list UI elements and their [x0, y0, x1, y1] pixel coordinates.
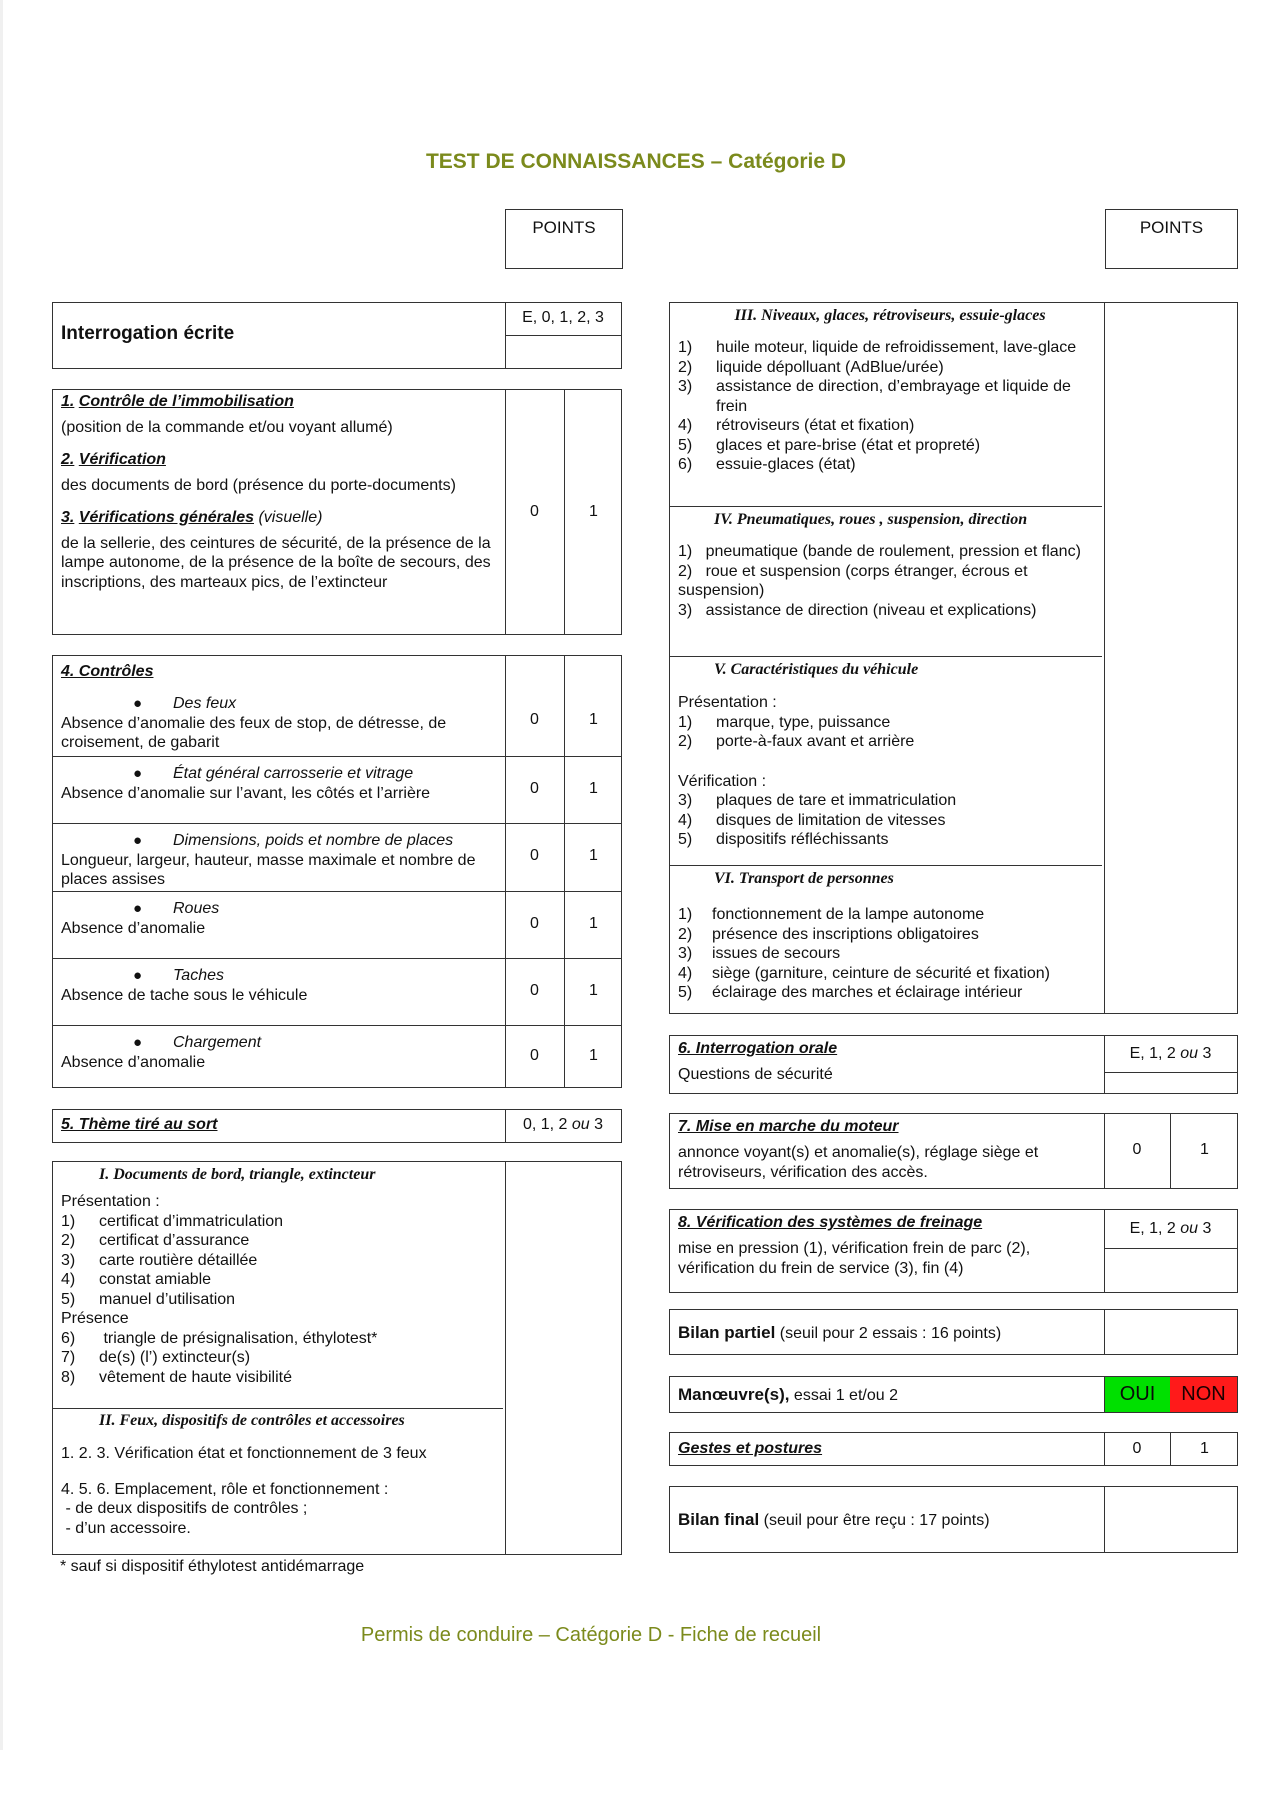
footnote: * sauf si dispositif éthylotest antidémarrage	[60, 1558, 365, 1575]
control-item-name: Dimensions, poids et nombre de places	[173, 832, 454, 849]
row-divider	[53, 1025, 621, 1026]
list-item	[678, 338, 1102, 358]
themes-right-score-cell[interactable]	[1104, 303, 1237, 1013]
list-item-text: glaces et pare-brise (état et propreté)	[716, 436, 981, 454]
points-header-left-label: POINTS	[532, 218, 596, 237]
manoeuvre-oui-button[interactable]: OUI	[1104, 1377, 1170, 1412]
section-4-title: 4. Contrôles	[61, 663, 154, 680]
theme-I-title: I. Documents de bord, triangle, extincteur	[99, 1166, 376, 1183]
section-3-title: Vérifications générales	[78, 509, 254, 526]
manoeuvre-note: essai 1 et/ou 2	[789, 1387, 898, 1404]
control-item-name: Taches	[173, 967, 224, 984]
list-item	[61, 1368, 501, 1388]
theme-VI	[678, 870, 1102, 1003]
section-7-row	[669, 1113, 1238, 1189]
theme-II-title: II. Feux, dispositifs de contrôles et accessoires	[99, 1412, 405, 1429]
manoeuvre-non-button[interactable]: NON	[1170, 1377, 1237, 1412]
list-item	[678, 358, 1102, 378]
theme-III	[678, 307, 1102, 475]
manoeuvre-row	[669, 1376, 1238, 1413]
list-item-text: triangle de présignalisation, éthylotest*	[99, 1329, 378, 1347]
row-divider	[53, 823, 621, 824]
page-title: TEST DE CONNAISSANCES – Catégorie D	[425, 150, 847, 173]
list-item-number: 2)	[678, 733, 693, 750]
control-item-score-0[interactable]: 0	[530, 981, 539, 999]
section-8-row	[669, 1209, 1238, 1293]
bullet-icon: ●	[133, 900, 143, 917]
list-item-text: éclairage des marches et éclairage intérieur	[712, 984, 1023, 1001]
list-item-number: 6)	[61, 1329, 76, 1347]
themes-right-box	[669, 302, 1238, 1014]
section-1-num: 1.	[61, 393, 75, 410]
list-item-number: 7)	[61, 1349, 76, 1366]
list-item-number: 4)	[678, 417, 693, 434]
bullet-icon: ●	[133, 967, 143, 984]
section-3-desc: de la sellerie, des ceintures de sécurité, de la présence de la lampe autonome, de la présence de la boîte de secours, des inscriptions, des marteaux pics, de l’extincteur	[61, 534, 491, 591]
section-7-desc: annonce voyant(s) et anomalie(s), réglage siège et rétroviseurs, vérification des accès.	[678, 1144, 1039, 1181]
list-item-text: certificat d’immatriculation	[99, 1212, 284, 1230]
section-4	[52, 655, 622, 1088]
list-item	[61, 1212, 501, 1232]
theme-II-line1: 1. 2. 3. Vérification état et fonctionnement de 3 feux	[61, 1445, 427, 1462]
section-6-scale-ou: ou	[1180, 1045, 1199, 1062]
control-item-score-0[interactable]: 0	[530, 779, 539, 797]
list-item-number: 5)	[678, 831, 693, 848]
themes-left-box	[52, 1161, 622, 1555]
theme-V-presentation-list	[678, 713, 1102, 752]
list-item-text: dispositifs réfléchissants	[716, 831, 889, 848]
control-item-score-0[interactable]: 0	[530, 914, 539, 932]
theme-III-title: III. Niveaux, glaces, rétroviseurs, essuie-glaces	[734, 307, 1046, 324]
control-item-name: Des feux	[173, 695, 237, 712]
list-item	[678, 830, 1102, 850]
gestes-score-0[interactable]: 0	[1132, 1440, 1142, 1457]
page-footer: Permis de conduire – Catégorie D - Fiche de recueil	[360, 1624, 822, 1646]
bullet-icon: ●	[133, 695, 143, 712]
control-item-score-0[interactable]: 0	[530, 711, 539, 728]
sections-1-3	[52, 389, 622, 635]
control-item-desc: Absence d’anomalie des feux de stop, de détresse, de croisement, de gabarit	[61, 714, 447, 751]
list-item-number: 1)	[678, 906, 693, 923]
control-item-desc: Absence de tache sous le véhicule	[61, 986, 308, 1004]
list-item-text: assistance de direction, d’embrayage et liquide de frein	[716, 378, 1076, 415]
theme-I-presence-list	[61, 1329, 501, 1388]
section-5-scale-ou: ou	[571, 1116, 590, 1133]
list-item	[678, 732, 1102, 752]
points-header-right	[1105, 209, 1238, 269]
section-6-row	[669, 1035, 1238, 1094]
manoeuvre-label: Manœuvre(s),	[678, 1385, 790, 1404]
list-item-text: vêtement de haute visibilité	[99, 1368, 292, 1386]
list-item	[678, 925, 1102, 945]
list-item-text: porte-à-faux avant et arrière	[716, 733, 915, 750]
section-8-scale-prefix: E, 1, 2	[1129, 1220, 1181, 1237]
gestes-title: Gestes et postures	[678, 1440, 823, 1457]
list-item-number: 1)	[678, 713, 693, 731]
control-item-name: Roues	[173, 900, 220, 917]
list-item-number: 2)	[678, 358, 693, 376]
list-item-text: issues de secours	[712, 945, 841, 962]
list-item-number: 3)	[678, 378, 693, 395]
list-item-text: carte routière détaillée	[99, 1251, 258, 1269]
bullet-icon: ●	[133, 1034, 143, 1051]
points-header-right-label: POINTS	[1139, 218, 1204, 237]
theme-IV	[678, 511, 1102, 620]
list-item	[678, 944, 1102, 964]
theme-V-title: V. Caractéristiques du véhicule	[714, 661, 919, 678]
bilan-partiel-row	[669, 1309, 1238, 1355]
row-divider	[53, 891, 621, 892]
control-item-heading	[61, 1033, 497, 1053]
control-item-score-1[interactable]: 1	[589, 981, 598, 999]
row-divider	[53, 756, 621, 757]
control-item-heading	[61, 966, 497, 986]
list-item	[678, 983, 1102, 1003]
section-3-num: 3.	[61, 509, 75, 526]
theme-II-line4: - d’un accessoire.	[61, 1519, 191, 1537]
list-item-number: 2)	[61, 1232, 76, 1249]
list-item-text: présence des inscriptions obligatoires	[712, 925, 979, 943]
list-item-number: 5)	[61, 1290, 76, 1308]
list-item	[61, 1251, 501, 1271]
bullet-icon: ●	[133, 765, 143, 782]
list-item	[678, 436, 1102, 456]
section-1-heading	[61, 392, 497, 412]
theme-II-line3: - de deux dispositifs de contrôles ;	[61, 1500, 308, 1517]
list-item	[678, 791, 1102, 811]
section-6-scale	[1104, 1036, 1237, 1073]
section-5-scale-prefix: 0, 1, 2	[522, 1116, 572, 1133]
control-item	[61, 899, 497, 938]
list-item-number: 4)	[678, 811, 693, 829]
section-1-title: Contrôle de l’immobilisation	[78, 393, 294, 410]
list-item-text: disques de limitation de vitesses	[716, 811, 946, 829]
control-item-name: État général carrosserie et vitrage	[173, 765, 414, 782]
list-item: 1) pneumatique (bande de roulement, pression et flanc)	[678, 543, 1081, 560]
list-item	[61, 1329, 501, 1349]
sections-1-3-score-0[interactable]: 0	[530, 503, 539, 520]
list-item-text: rétroviseurs (état et fixation)	[716, 417, 915, 434]
theme-VI-list	[678, 905, 1102, 1003]
control-item	[61, 831, 497, 890]
list-item-number: 1)	[61, 1212, 76, 1230]
control-item-heading	[61, 694, 497, 714]
list-item-text: essuie-glaces (état)	[716, 456, 856, 473]
bilan-final-row	[669, 1486, 1238, 1553]
control-item-desc: Absence d’anomalie	[61, 1053, 206, 1071]
list-item-number: 8)	[61, 1368, 76, 1386]
control-item-desc: Longueur, largeur, hauteur, masse maximale et nombre de places assises	[61, 851, 476, 888]
list-item-number: 2)	[678, 925, 693, 943]
sections-1-3-score-1[interactable]: 1	[589, 503, 598, 520]
control-item-heading	[61, 899, 497, 919]
bilan-partiel-note: (seuil pour 2 essais : 16 points)	[775, 1325, 1002, 1342]
list-item-text: liquide dépolluant (AdBlue/urée)	[716, 358, 944, 376]
control-item	[61, 1033, 497, 1072]
bilan-partiel-label: Bilan partiel	[678, 1323, 776, 1342]
section-6-score-cell[interactable]	[1104, 1074, 1237, 1093]
list-item-text: manuel d’utilisation	[99, 1290, 236, 1308]
control-item-name: Chargement	[173, 1034, 262, 1051]
list-item	[678, 811, 1102, 831]
list-item-text: plaques de tare et immatriculation	[716, 792, 957, 809]
points-header-left	[505, 209, 623, 269]
section-2-desc: des documents de bord (présence du porte-documents)	[61, 476, 456, 494]
list-item	[678, 713, 1102, 733]
list-item-text: huile moteur, liquide de refroidissement, lave-glace	[716, 339, 1077, 356]
gestes-row	[669, 1432, 1238, 1466]
theme-V	[678, 661, 1102, 850]
control-item-score-0[interactable]: 0	[530, 1047, 539, 1064]
list-item-number: 4)	[678, 964, 693, 982]
interrogation-ecrite-label: Interrogation écrite	[61, 323, 235, 344]
list-item-number: 5)	[678, 984, 693, 1001]
theme-I	[61, 1166, 501, 1387]
list-item-text: siège (garniture, ceinture de sécurité et fixation)	[712, 964, 1050, 982]
control-item	[61, 764, 497, 803]
theme-I-presentation-label: Présentation :	[61, 1193, 160, 1210]
section-8-desc: mise en pression (1), vérification frein de parc (2), vérification du frein de service (3), fin (4)	[678, 1240, 1031, 1277]
theme-II-line2: 4. 5. 6. Emplacement, rôle et fonctionnement :	[61, 1480, 389, 1498]
theme-VI-title: VI. Transport de personnes	[714, 870, 894, 887]
list-item: 2) roue et suspension (corps étranger, écrous et suspension)	[678, 562, 1032, 599]
control-item	[61, 694, 497, 753]
section-7-score-1[interactable]: 1	[1200, 1141, 1209, 1158]
list-item-number: 3)	[61, 1251, 76, 1269]
list-item	[61, 1270, 501, 1290]
section-5-row	[52, 1109, 622, 1143]
section-8-scale	[1104, 1210, 1237, 1249]
section-6-desc: Questions de sécurité	[678, 1066, 833, 1083]
list-item-number: 3)	[678, 945, 693, 962]
bilan-final-label: Bilan final	[678, 1510, 760, 1529]
gestes-score-1[interactable]: 1	[1200, 1440, 1209, 1457]
section-7-title: 7. Mise en marche du moteur	[678, 1118, 899, 1135]
list-item-text: fonctionnement de la lampe autonome	[712, 906, 985, 923]
control-item	[61, 966, 497, 1005]
list-item-number: 6)	[678, 456, 693, 473]
list-item-text: marque, type, puissance	[716, 713, 891, 731]
section-8-score-cell[interactable]	[1104, 1250, 1237, 1292]
theme-III-list	[678, 338, 1102, 475]
interrogation-ecrite-score-cell[interactable]	[505, 337, 621, 368]
theme-I-presentation-list	[61, 1212, 501, 1310]
control-item-score-1[interactable]: 1	[589, 779, 598, 797]
control-item-heading	[61, 831, 497, 851]
section-2-num: 2.	[61, 451, 75, 468]
theme-V-verification-list	[678, 791, 1102, 850]
control-item-heading	[61, 764, 497, 784]
control-item-desc: Absence d’anomalie sur l’avant, les côtés et l’arrière	[61, 784, 431, 802]
theme-IV-list	[678, 542, 1102, 620]
section-8-scale-ou: ou	[1180, 1220, 1199, 1237]
section-6-scale-prefix: E, 1, 2	[1129, 1045, 1181, 1062]
section-5-scale-suffix: 3	[589, 1116, 604, 1133]
list-item-number: 1)	[678, 339, 693, 356]
section-7-score-0[interactable]: 0	[1132, 1141, 1142, 1158]
list-item	[678, 377, 1102, 416]
page-edge	[0, 0, 3, 1750]
bilan-partiel-score-cell[interactable]	[1104, 1310, 1237, 1354]
section-3-note: (visuelle)	[258, 509, 323, 526]
section-8-scale-suffix: 3	[1198, 1220, 1212, 1237]
list-item-number: 4)	[61, 1271, 76, 1288]
bullet-icon: ●	[133, 832, 143, 849]
control-item-score-1[interactable]: 1	[589, 1047, 598, 1064]
list-item: 3) assistance de direction (niveau et explications)	[678, 601, 1037, 619]
control-item-desc: Absence d’anomalie	[61, 919, 206, 937]
section-8-title: 8. Vérification des systèmes de freinage	[678, 1214, 983, 1231]
theme-I-presence-label: Présence	[61, 1310, 129, 1327]
list-item	[678, 455, 1102, 475]
bilan-final-note: (seuil pour être reçu : 17 points)	[759, 1512, 990, 1529]
control-item-score-1[interactable]: 1	[589, 711, 598, 728]
list-item-number: 5)	[678, 436, 693, 454]
list-item	[61, 1231, 501, 1251]
list-item-text: de(s) (l’) extincteur(s)	[99, 1349, 251, 1366]
list-item	[678, 416, 1102, 436]
list-item	[61, 1348, 501, 1368]
manoeuvre-text	[678, 1385, 898, 1405]
list-item-number: 3)	[678, 792, 693, 809]
theme-II	[61, 1412, 501, 1538]
list-item	[678, 964, 1102, 984]
control-item-score-0[interactable]: 0	[530, 847, 539, 864]
section-1-desc: (position de la commande et/ou voyant allumé)	[61, 418, 393, 436]
list-item	[61, 1290, 501, 1310]
themes-left-score-cell[interactable]	[505, 1162, 621, 1554]
list-item-text: constat amiable	[99, 1271, 212, 1288]
theme-IV-title: IV. Pneumatiques, roues , suspension, direction	[714, 511, 1028, 528]
section-6-title: 6. Interrogation orale	[678, 1040, 838, 1057]
list-item	[678, 905, 1102, 925]
bilan-partiel-text	[678, 1323, 1001, 1343]
interrogation-ecrite-scale: E, 0, 1, 2, 3	[505, 303, 621, 336]
control-item-score-1[interactable]: 1	[589, 847, 598, 864]
bilan-final-score-cell[interactable]	[1104, 1487, 1237, 1552]
list-item-text: certificat d’assurance	[99, 1232, 250, 1249]
section-5-title: 5. Thème tiré au sort	[61, 1116, 218, 1133]
section-6-scale-suffix: 3	[1198, 1045, 1212, 1062]
section-2-title: Vérification	[78, 451, 166, 468]
theme-V-verification-label: Vérification :	[678, 772, 767, 790]
control-item-score-1[interactable]: 1	[589, 914, 598, 932]
interrogation-ecrite-row	[52, 302, 622, 369]
section-5-scale	[505, 1116, 621, 1134]
theme-V-presentation-label: Présentation :	[678, 694, 777, 711]
row-divider	[53, 958, 621, 959]
bilan-final-text	[678, 1510, 990, 1530]
